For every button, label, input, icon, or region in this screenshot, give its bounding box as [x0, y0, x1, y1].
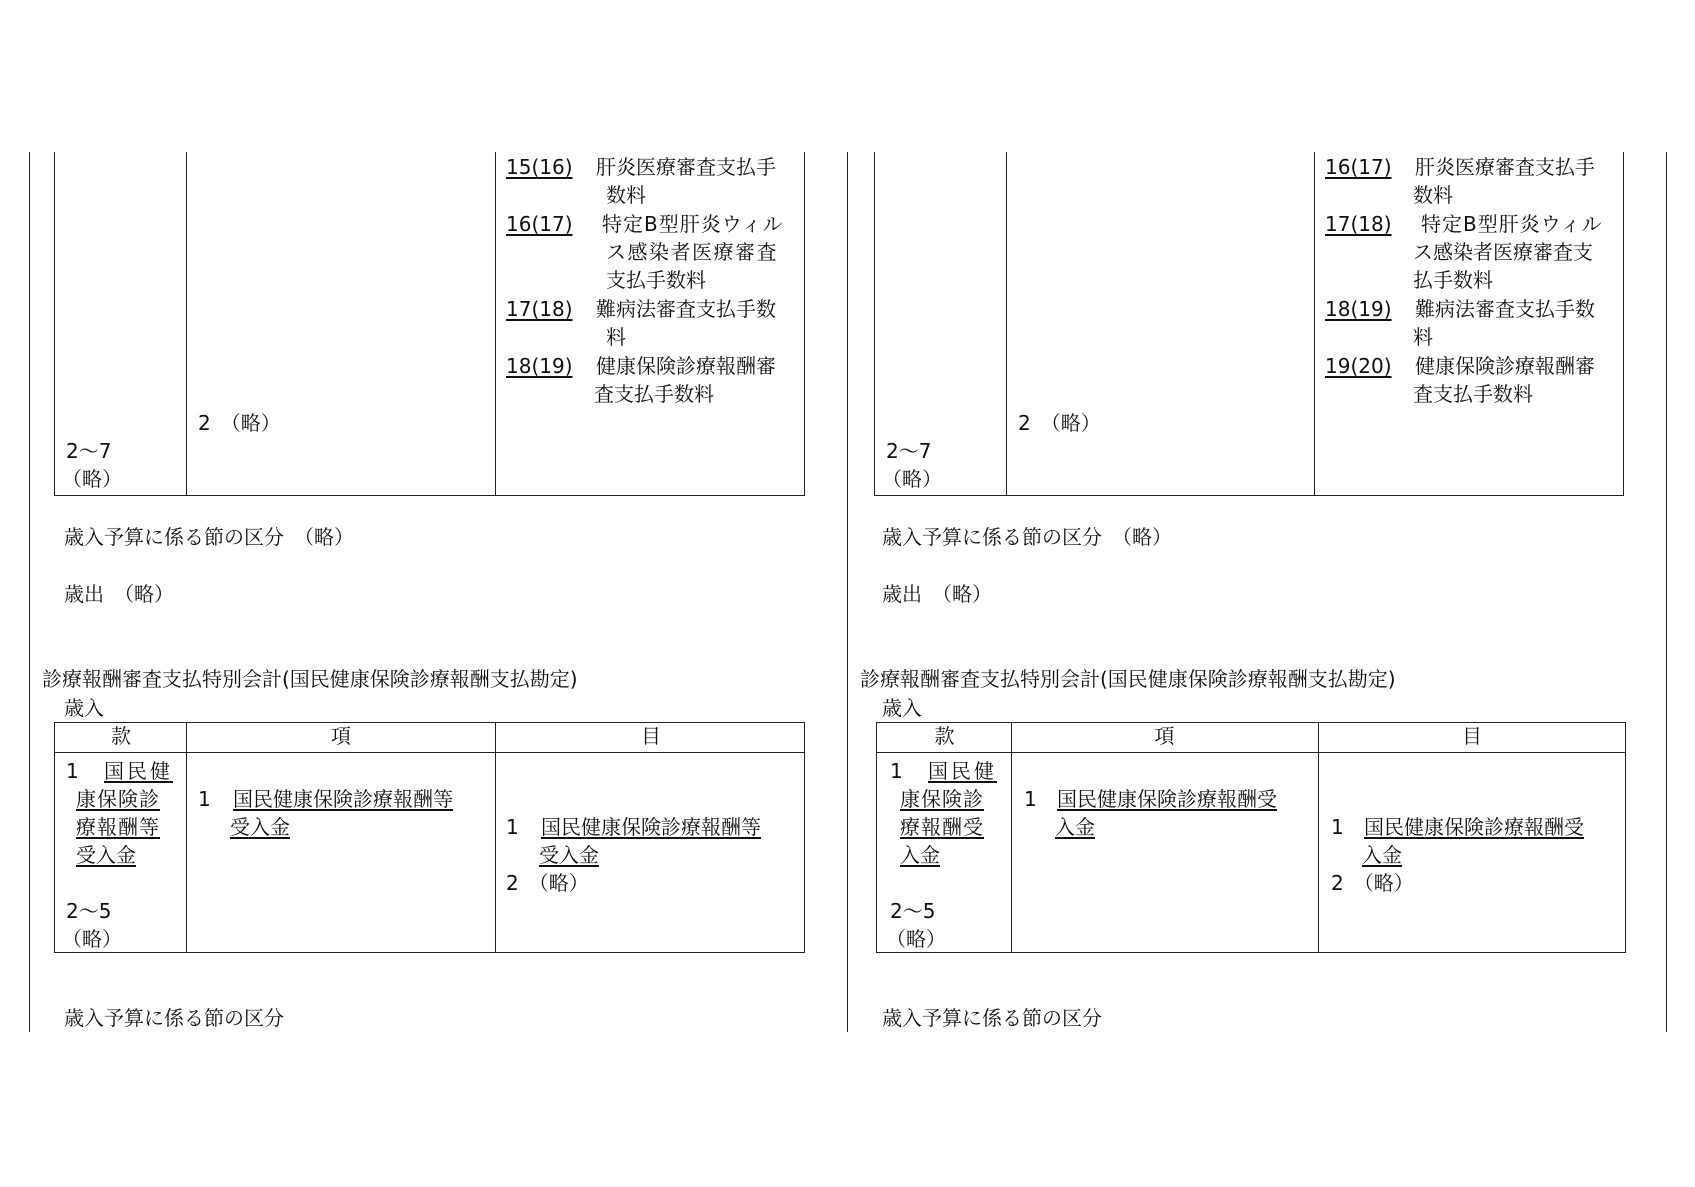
right-moku1-num: 1 — [1331, 815, 1344, 839]
left-moku-num-4: 18(19) — [506, 354, 573, 378]
right-saishutsu: 歳出 （略） — [882, 582, 992, 606]
right-kou1-line1: 国民健康保険診療報酬受 — [1057, 787, 1277, 811]
right-moku-num-3: 18(19) — [1325, 297, 1392, 321]
right-moku-text-3b: 料 — [1413, 325, 1433, 349]
left-kan1-num: 1 — [66, 759, 79, 783]
right-moku-num-4: 19(20) — [1325, 354, 1392, 378]
left-kan1-line4: 受入金 — [76, 843, 136, 867]
right-kan1-line1: 国民健 — [928, 759, 997, 783]
right-kou1-line2: 入金 — [1055, 815, 1095, 839]
right-kan-2-7: 2～7 — [886, 439, 932, 463]
right-moku-num-1: 16(17) — [1325, 155, 1392, 179]
left-saishutsu: 歳出 （略） — [64, 582, 174, 606]
left-moku-text-3b: 料 — [606, 325, 626, 349]
right-kan2-5-ryaku: （略） — [886, 927, 946, 951]
page-rule-right — [1666, 152, 1667, 1032]
left-header-moku: 目 — [641, 724, 661, 748]
left-moku-num-3: 17(18) — [506, 297, 573, 321]
page-rule-left — [29, 152, 30, 1032]
right-top-table — [874, 152, 1624, 496]
page-rule-center — [847, 152, 848, 1032]
left-moku-num-1: 15(16) — [506, 155, 573, 179]
left-moku-text-3a: 難病法審査支払手数 — [596, 297, 776, 321]
left-kou-2: 2 （略） — [198, 411, 281, 435]
left-moku-num-2: 16(17) — [506, 212, 573, 236]
right-moku-text-1a: 肝炎医療審査支払手 — [1415, 155, 1595, 179]
right-header-kou: 項 — [1154, 724, 1175, 748]
left-sainyu-setsu: 歳入予算に係る節の区分 — [64, 1006, 284, 1030]
right-moku-num-2: 17(18) — [1325, 212, 1392, 236]
left-moku-text-4b: 査支払手数料 — [594, 382, 714, 406]
right-moku-text-4a: 健康保険診療報酬審 — [1415, 354, 1595, 378]
right-moku1-line1: 国民健康保険診療報酬受 — [1364, 815, 1584, 839]
right-kan-2-7-ryaku: （略） — [882, 467, 942, 491]
left-top-table — [54, 152, 805, 496]
right-sainyu-setsu-ryaku: 歳入予算に係る節の区分 （略） — [882, 525, 1172, 549]
left-moku-text-1a: 肝炎医療審査支払手 — [596, 155, 776, 179]
left-kan2-5-ryaku: （略） — [62, 927, 122, 951]
left-kan1-line3: 療報酬等 — [76, 815, 160, 839]
right-moku-text-3a: 難病法審査支払手数 — [1415, 297, 1595, 321]
left-moku1-line1: 国民健康保険診療報酬等 — [541, 815, 761, 839]
left-moku2: 2 （略） — [506, 871, 589, 895]
left-kan-2-7-ryaku: （略） — [62, 467, 122, 491]
right-header-moku: 目 — [1462, 724, 1482, 748]
right-kan1-line2: 康保険診 — [900, 787, 984, 811]
left-account-title: 診療報酬審査支払特別会計(国民健康保険診療報酬支払勘定) — [42, 667, 578, 691]
left-moku1-num: 1 — [506, 815, 519, 839]
left-header-kan: 款 — [111, 724, 131, 748]
right-moku-text-4b: 査支払手数料 — [1413, 382, 1533, 406]
right-account-title: 診療報酬審査支払特別会計(国民健康保険診療報酬支払勘定) — [860, 667, 1396, 691]
right-sainyu-setsu: 歳入予算に係る節の区分 — [882, 1006, 1102, 1030]
right-kou-2: 2 （略） — [1018, 411, 1101, 435]
left-kan1-line1: 国民健 — [104, 759, 173, 783]
right-kan1-line3: 療報酬受 — [900, 815, 984, 839]
left-kou1-line1: 国民健康保険診療報酬等 — [233, 787, 453, 811]
right-header-kan: 款 — [934, 724, 955, 748]
left-moku-text-4a: 健康保険診療報酬審 — [596, 354, 776, 378]
right-kan1-line4: 入金 — [900, 843, 940, 867]
left-header-kou: 項 — [331, 724, 351, 748]
right-moku-text-2a: 特定B型肝炎ウィル — [1421, 212, 1603, 236]
left-kan2-5: 2～5 — [66, 899, 112, 923]
right-kan1-num: 1 — [890, 759, 903, 783]
right-moku2: 2 （略） — [1331, 871, 1414, 895]
right-kan2-5: 2～5 — [890, 899, 936, 923]
right-moku-text-2b: ス感染者医療審査支 — [1413, 240, 1593, 264]
left-moku-text-1b: 数料 — [606, 183, 646, 207]
left-kan1-line2: 康保険診 — [76, 787, 160, 811]
left-moku-text-2b: ス感染者医療審査 — [606, 240, 778, 264]
right-moku-text-2c: 払手数料 — [1413, 268, 1493, 292]
left-kou1-num: 1 — [198, 787, 211, 811]
left-moku-text-2c: 支払手数料 — [606, 268, 706, 292]
left-sainyu-setsu-ryaku: 歳入予算に係る節の区分 （略） — [64, 525, 354, 549]
right-moku1-line2: 入金 — [1362, 843, 1402, 867]
right-moku-text-1b: 数料 — [1413, 183, 1453, 207]
left-moku-text-2a: 特定B型肝炎ウィル — [602, 212, 784, 236]
left-moku1-line2: 受入金 — [539, 843, 599, 867]
right-sainyu: 歳入 — [882, 696, 922, 720]
left-kan-2-7: 2～7 — [66, 439, 112, 463]
right-kou1-num: 1 — [1024, 787, 1037, 811]
left-sainyu: 歳入 — [64, 696, 104, 720]
left-kou1-line2: 受入金 — [230, 815, 290, 839]
